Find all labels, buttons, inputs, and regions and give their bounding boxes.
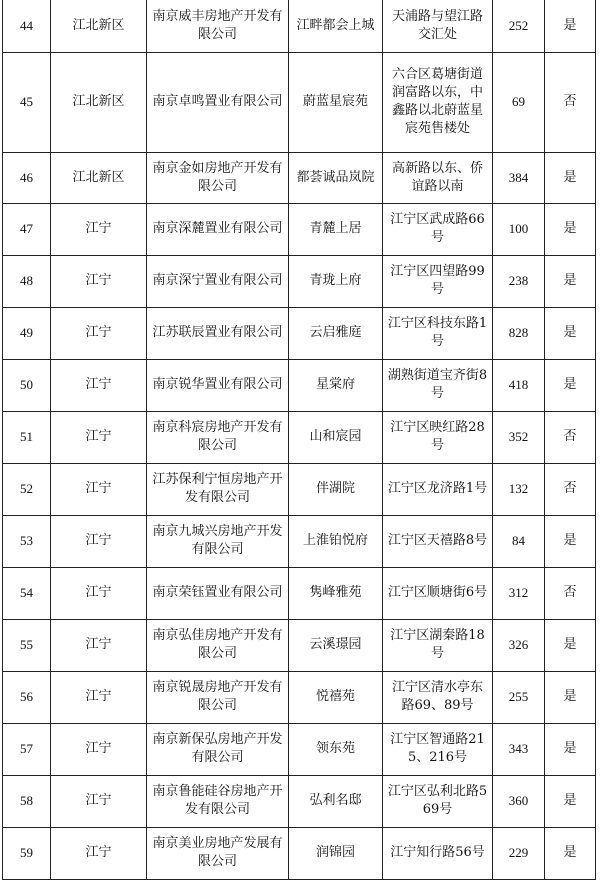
unit-count-cell: 418	[493, 359, 545, 411]
unit-count-cell: 69	[493, 52, 545, 152]
flag-cell: 是	[545, 775, 596, 827]
unit-count-cell: 343	[493, 723, 545, 775]
unit-count-cell: 384	[493, 152, 545, 203]
district-cell: 江宁	[51, 723, 147, 775]
project-name-cell: 青麓上居	[289, 203, 383, 255]
flag-cell: 否	[545, 567, 596, 619]
company-cell: 南京科宸房地产开发有限公司	[147, 411, 289, 463]
project-name-cell: 伴湖院	[289, 463, 383, 515]
location-cell: 江宁区智通路215、216号	[383, 723, 493, 775]
table-row	[3, 827, 596, 879]
location-cell: 江宁区天禧路8号	[383, 515, 493, 567]
project-name-cell: 上淮铂悦府	[289, 515, 383, 567]
row-number: 56	[3, 671, 51, 723]
location-cell: 江宁区四望路99号	[383, 255, 493, 307]
project-name-cell: 悦禧苑	[289, 671, 383, 723]
company-cell: 南京鲁能硅谷房地产开发有限公司	[147, 775, 289, 827]
table-row	[3, 359, 596, 411]
table-row	[3, 255, 596, 307]
flag-cell: 否	[545, 52, 596, 152]
location-cell: 江宁知行路56号	[383, 827, 493, 879]
flag-cell: 是	[545, 0, 596, 52]
table-body	[3, 0, 596, 879]
table-row	[3, 307, 596, 359]
district-cell: 江宁	[51, 567, 147, 619]
district-cell: 江宁	[51, 359, 147, 411]
location-cell: 江宁区科技东路1号	[383, 307, 493, 359]
table-row	[3, 723, 596, 775]
company-cell: 南京新保弘房地产开发有限公司	[147, 723, 289, 775]
table-row	[3, 775, 596, 827]
district-cell: 江宁	[51, 827, 147, 879]
table-row	[3, 52, 596, 152]
company-cell: 南京金如房地产开发有限公司	[147, 152, 289, 203]
project-name-cell: 隽峰雅苑	[289, 567, 383, 619]
unit-count-cell: 360	[493, 775, 545, 827]
table-row	[3, 619, 596, 671]
row-number: 58	[3, 775, 51, 827]
project-name-cell: 领东苑	[289, 723, 383, 775]
unit-count-cell: 132	[493, 463, 545, 515]
flag-cell: 是	[545, 723, 596, 775]
district-cell: 江宁	[51, 411, 147, 463]
project-name-cell: 润锦园	[289, 827, 383, 879]
location-cell: 江宁区顺塘街6号	[383, 567, 493, 619]
company-cell: 南京九城兴房地产开发有限公司	[147, 515, 289, 567]
company-cell: 南京美业房地产发展有限公司	[147, 827, 289, 879]
unit-count-cell: 255	[493, 671, 545, 723]
district-cell: 江宁	[51, 671, 147, 723]
row-number: 57	[3, 723, 51, 775]
unit-count-cell: 84	[493, 515, 545, 567]
project-name-cell: 弘利名邸	[289, 775, 383, 827]
row-number: 44	[3, 0, 51, 52]
table-row	[3, 203, 596, 255]
company-cell: 江苏联辰置业有限公司	[147, 307, 289, 359]
unit-count-cell: 100	[493, 203, 545, 255]
row-number: 59	[3, 827, 51, 879]
unit-count-cell: 326	[493, 619, 545, 671]
project-name-cell: 山和宸园	[289, 411, 383, 463]
row-number: 45	[3, 52, 51, 152]
location-cell: 江宁区龙济路1号	[383, 463, 493, 515]
unit-count-cell: 352	[493, 411, 545, 463]
flag-cell: 是	[545, 671, 596, 723]
location-cell: 六合区葛塘街道润富路以东，中鑫路以北蔚蓝星宸苑售楼处	[383, 52, 493, 152]
row-number: 50	[3, 359, 51, 411]
unit-count-cell: 252	[493, 0, 545, 52]
flag-cell: 是	[545, 152, 596, 203]
location-cell: 江宁区武成路66号	[383, 203, 493, 255]
location-cell: 江宁区清水亭东路69、89号	[383, 671, 493, 723]
table-row	[3, 411, 596, 463]
company-cell: 南京卓鸣置业有限公司	[147, 52, 289, 152]
company-cell: 南京荣钰置业有限公司	[147, 567, 289, 619]
flag-cell: 是	[545, 515, 596, 567]
district-cell: 江宁	[51, 307, 147, 359]
project-name-cell: 云启雅庭	[289, 307, 383, 359]
district-cell: 江北新区	[51, 52, 147, 152]
project-name-cell: 青珑上府	[289, 255, 383, 307]
company-cell: 南京深宁置业有限公司	[147, 255, 289, 307]
company-cell: 南京深麓置业有限公司	[147, 203, 289, 255]
housing-project-table	[2, 0, 596, 880]
table-row	[3, 671, 596, 723]
row-number: 53	[3, 515, 51, 567]
district-cell: 江宁	[51, 775, 147, 827]
flag-cell: 是	[545, 307, 596, 359]
row-number: 48	[3, 255, 51, 307]
flag-cell: 是	[545, 619, 596, 671]
district-cell: 江宁	[51, 255, 147, 307]
unit-count-cell: 312	[493, 567, 545, 619]
company-cell: 南京锐华置业有限公司	[147, 359, 289, 411]
unit-count-cell: 238	[493, 255, 545, 307]
district-cell: 江宁	[51, 619, 147, 671]
location-cell: 天浦路与望江路交汇处	[383, 0, 493, 52]
location-cell: 高新路以东、侨谊路以南	[383, 152, 493, 203]
table-row	[3, 152, 596, 203]
location-cell: 江宁区弘利北路569号	[383, 775, 493, 827]
unit-count-cell: 229	[493, 827, 545, 879]
location-cell: 湖熟街道宝齐街8号	[383, 359, 493, 411]
flag-cell: 否	[545, 411, 596, 463]
district-cell: 江北新区	[51, 152, 147, 203]
project-name-cell: 云溪璟园	[289, 619, 383, 671]
unit-count-cell: 828	[493, 307, 545, 359]
table-row	[3, 463, 596, 515]
company-cell: 南京威丰房地产开发有限公司	[147, 0, 289, 52]
project-name-cell: 都荟诚品岚院	[289, 152, 383, 203]
table-row	[3, 0, 596, 52]
project-name-cell: 蔚蓝星宸苑	[289, 52, 383, 152]
flag-cell: 是	[545, 203, 596, 255]
location-cell: 江宁区映红路28号	[383, 411, 493, 463]
row-number: 47	[3, 203, 51, 255]
row-number: 51	[3, 411, 51, 463]
project-name-cell: 星棠府	[289, 359, 383, 411]
flag-cell: 否	[545, 463, 596, 515]
table-row	[3, 567, 596, 619]
company-cell: 江苏保利宁恒房地产开发有限公司	[147, 463, 289, 515]
district-cell: 江北新区	[51, 0, 147, 52]
district-cell: 江宁	[51, 203, 147, 255]
flag-cell: 是	[545, 359, 596, 411]
flag-cell: 是	[545, 255, 596, 307]
project-name-cell: 江畔都会上城	[289, 0, 383, 52]
row-number: 52	[3, 463, 51, 515]
row-number: 55	[3, 619, 51, 671]
location-cell: 江宁区湖秦路18号	[383, 619, 493, 671]
flag-cell: 是	[545, 827, 596, 879]
company-cell: 南京锐晟房地产开发有限公司	[147, 671, 289, 723]
district-cell: 江宁	[51, 515, 147, 567]
row-number: 46	[3, 152, 51, 203]
district-cell: 江宁	[51, 463, 147, 515]
row-number: 49	[3, 307, 51, 359]
company-cell: 南京弘佳房地产开发有限公司	[147, 619, 289, 671]
row-number: 54	[3, 567, 51, 619]
table-row	[3, 515, 596, 567]
